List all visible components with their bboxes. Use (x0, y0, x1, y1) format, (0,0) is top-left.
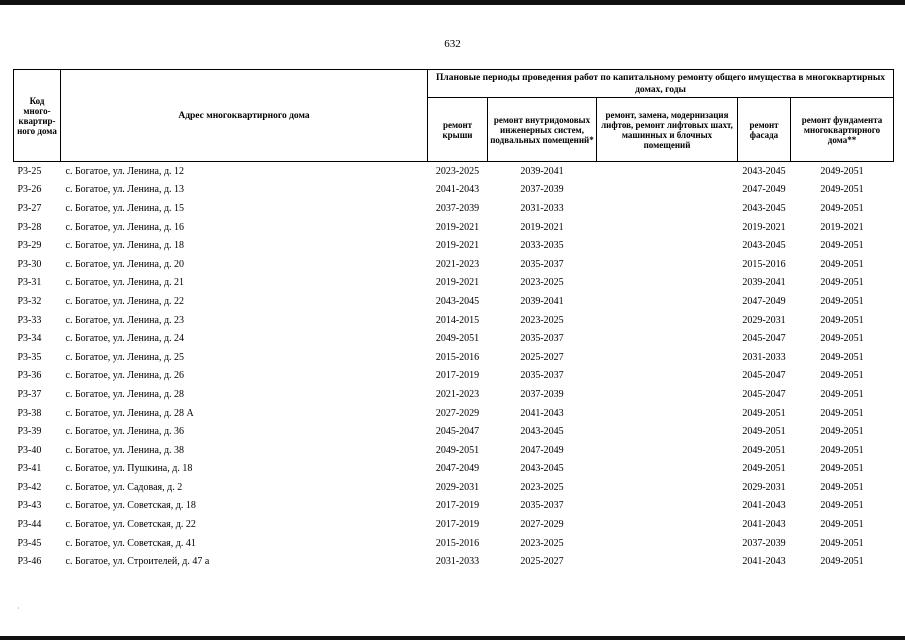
cell-foundation: 2049-2051 (820, 556, 864, 568)
cell-internal-systems: 2035-2037 (520, 258, 564, 270)
cell-internal-systems: 2039-2041 (520, 165, 564, 177)
cell-code: Р3-30 (17, 258, 42, 270)
cell-foundation: 2049-2051 (820, 184, 864, 196)
header-facade: ремонт фасада (738, 98, 791, 162)
page-top-border (0, 0, 905, 5)
repair-schedule-table (13, 69, 894, 571)
cell-address: с. Богатое, ул. Ленина, д. 18 (65, 240, 185, 252)
cell-address: с. Богатое, ул. Садовая, д. 2 (65, 481, 183, 493)
table-row (14, 236, 894, 255)
cell-foundation: 2049-2051 (820, 240, 864, 252)
cell-roof: 2041-2043 (435, 184, 480, 196)
table-row (14, 255, 894, 274)
cell-internal-systems: 2023-2025 (520, 314, 564, 326)
cell-address: с. Богатое, ул. Ленина, д. 21 (65, 277, 185, 289)
cell-code: Р3-45 (17, 537, 42, 549)
table-row (14, 329, 894, 348)
cell-facade: 2029-2031 (742, 314, 786, 326)
cell-code: Р3-40 (17, 444, 42, 456)
cell-internal-systems: 2033-2035 (520, 240, 564, 252)
cell-internal-systems: 2037-2039 (520, 388, 564, 400)
header-lifts: ремонт, замена, модернизация лифтов, ремонт лифтовых шахт, машинных и блочных помещений (597, 98, 738, 162)
cell-code: Р3-44 (17, 519, 42, 531)
cell-code: Р3-41 (17, 463, 42, 475)
table-row (14, 348, 894, 367)
cell-lifts (597, 460, 738, 479)
cell-internal-systems: 2039-2041 (520, 295, 564, 307)
cell-foundation: 2049-2051 (820, 351, 864, 363)
cell-address: с. Богатое, ул. Советская, д. 22 (65, 519, 196, 531)
cell-internal-systems: 2025-2027 (520, 351, 564, 363)
cell-lifts (597, 441, 738, 460)
cell-lifts (597, 218, 738, 237)
cell-address: с. Богатое, ул. Ленина, д. 15 (65, 202, 185, 214)
cell-foundation: 2049-2051 (820, 481, 864, 493)
cell-internal-systems: 2019-2021 (520, 221, 564, 233)
table-row (14, 199, 894, 218)
cell-lifts (597, 329, 738, 348)
cell-lifts (597, 497, 738, 516)
cell-lifts (597, 534, 738, 553)
cell-internal-systems: 2041-2043 (520, 407, 564, 419)
cell-facade: 2031-2033 (742, 351, 786, 363)
cell-roof: 2049-2051 (435, 444, 480, 456)
table-row (14, 162, 894, 181)
cell-facade: 2029-2031 (742, 481, 786, 493)
cell-code: Р3-42 (17, 481, 42, 493)
cell-facade: 2039-2041 (742, 277, 786, 289)
cell-internal-systems: 2035-2037 (520, 500, 564, 512)
header-foundation: ремонт фундамента многоквартирного дома** (791, 98, 894, 162)
cell-foundation: 2049-2051 (820, 370, 864, 382)
cell-address: с. Богатое, ул. Ленина, д. 25 (65, 351, 185, 363)
cell-address: с. Богатое, ул. Советская, д. 18 (65, 500, 196, 512)
cell-facade: 2019-2021 (742, 221, 786, 233)
cell-foundation: 2049-2051 (820, 407, 864, 419)
cell-foundation: 2049-2051 (820, 165, 864, 177)
cell-foundation: 2049-2051 (820, 519, 864, 531)
cell-internal-systems: 2047-2049 (520, 444, 564, 456)
table-row (14, 311, 894, 330)
cell-foundation: 2049-2051 (820, 202, 864, 214)
cell-internal-systems: 2023-2025 (520, 537, 564, 549)
cell-lifts (597, 255, 738, 274)
table-row (14, 460, 894, 479)
table-row (14, 181, 894, 200)
cell-facade: 2049-2051 (742, 463, 786, 475)
cell-roof: 2021-2023 (435, 258, 480, 270)
table-row (14, 497, 894, 516)
table-row (14, 515, 894, 534)
cell-roof: 2047-2049 (435, 463, 480, 475)
cell-address: с. Богатое, ул. Ленина, д. 16 (65, 221, 185, 233)
cell-code: Р3-33 (17, 314, 42, 326)
cell-facade: 2043-2045 (742, 165, 786, 177)
cell-facade: 2049-2051 (742, 426, 786, 438)
cell-lifts (597, 274, 738, 293)
cell-code: Р3-31 (17, 277, 42, 289)
cell-code: Р3-43 (17, 500, 42, 512)
cell-foundation: 2049-2051 (820, 258, 864, 270)
cell-foundation: 2049-2051 (820, 277, 864, 289)
cell-code: Р3-32 (17, 295, 42, 307)
cell-code: Р3-34 (17, 333, 42, 345)
cell-code: Р3-38 (17, 407, 42, 419)
cell-roof: 2014-2015 (435, 314, 480, 326)
table-row (14, 274, 894, 293)
cell-roof: 2017-2019 (435, 370, 480, 382)
cell-roof: 2043-2045 (435, 295, 480, 307)
table-row (14, 367, 894, 386)
cell-foundation: 2049-2051 (820, 388, 864, 400)
table-row (14, 552, 894, 571)
cell-roof: 2027-2029 (435, 407, 480, 419)
cell-roof: 2037-2039 (435, 202, 480, 214)
cell-roof: 2045-2047 (435, 426, 480, 438)
cell-internal-systems: 2043-2045 (520, 463, 564, 475)
cell-lifts (597, 552, 738, 571)
header-internal-systems: ремонт внутридомовых инженерных систем, подвальных помещений* (488, 98, 597, 162)
cell-address: с. Богатое, ул. Советская, д. 41 (65, 537, 196, 549)
cell-internal-systems: 2027-2029 (520, 519, 564, 531)
cell-facade: 2015-2016 (742, 258, 786, 270)
cell-roof: 2017-2019 (435, 500, 480, 512)
cell-code: Р3-37 (17, 388, 42, 400)
cell-address: с. Богатое, ул. Ленина, д. 38 (65, 444, 185, 456)
cell-address: с. Богатое, ул. Строителей, д. 47 а (65, 556, 210, 568)
cell-address: с. Богатое, ул. Ленина, д. 26 (65, 370, 185, 382)
cell-facade: 2041-2043 (742, 500, 786, 512)
cell-code: Р3-28 (17, 221, 42, 233)
cell-facade: 2049-2051 (742, 444, 786, 456)
cell-foundation: 2049-2051 (820, 426, 864, 438)
cell-internal-systems: 2043-2045 (520, 426, 564, 438)
cell-facade: 2041-2043 (742, 519, 786, 531)
cell-code: Р3-35 (17, 351, 42, 363)
cell-address: с. Богатое, ул. Ленина, д. 13 (65, 184, 185, 196)
cell-facade: 2049-2051 (742, 407, 786, 419)
cell-lifts (597, 348, 738, 367)
cell-lifts (597, 422, 738, 441)
cell-roof: 2023-2025 (435, 165, 480, 177)
cell-lifts (597, 181, 738, 200)
header-code: Код много-квартир-ного дома (14, 70, 61, 162)
table-row (14, 478, 894, 497)
cell-facade: 2043-2045 (742, 202, 786, 214)
table-row (14, 218, 894, 237)
cell-roof: 2031-2033 (435, 556, 480, 568)
cell-address: с. Богатое, ул. Ленина, д. 20 (65, 258, 185, 270)
cell-lifts (597, 311, 738, 330)
cell-code: Р3-26 (17, 184, 42, 196)
cell-internal-systems: 2035-2037 (520, 370, 564, 382)
cell-internal-systems: 2031-2033 (520, 202, 564, 214)
table-row (14, 385, 894, 404)
table-row (14, 292, 894, 311)
cell-internal-systems: 2037-2039 (520, 184, 564, 196)
table-body (14, 162, 894, 572)
cell-facade: 2047-2049 (742, 184, 786, 196)
cell-roof: 2019-2021 (435, 240, 480, 252)
cell-facade: 2045-2047 (742, 333, 786, 345)
cell-internal-systems: 2025-2027 (520, 556, 564, 568)
cell-code: Р3-25 (17, 165, 42, 177)
cell-lifts (597, 236, 738, 255)
cell-facade: 2045-2047 (742, 388, 786, 400)
page-number: 632 (444, 38, 461, 50)
cell-foundation: 2049-2051 (820, 537, 864, 549)
cell-lifts (597, 199, 738, 218)
cell-roof: 2049-2051 (435, 333, 480, 345)
cell-foundation: 2049-2051 (820, 463, 864, 475)
cell-roof: 2015-2016 (435, 351, 480, 363)
cell-roof: 2015-2016 (435, 537, 480, 549)
page-bottom-border (0, 636, 905, 640)
cell-lifts (597, 162, 738, 181)
cell-address: с. Богатое, ул. Ленина, д. 23 (65, 314, 185, 326)
cell-code: Р3-27 (17, 202, 42, 214)
cell-foundation: 2049-2051 (820, 295, 864, 307)
cell-lifts (597, 292, 738, 311)
cell-facade: 2041-2043 (742, 556, 786, 568)
cell-address: с. Богатое, ул. Ленина, д. 36 (65, 426, 185, 438)
cell-lifts (597, 515, 738, 534)
cell-address: с. Богатое, ул. Ленина, д. 22 (65, 295, 185, 307)
cell-lifts (597, 385, 738, 404)
cell-foundation: 2049-2051 (820, 444, 864, 456)
scan-speck: · (17, 604, 20, 613)
header-planned-periods: Плановые периоды проведения работ по капитальному ремонту общего имущества в многоквартирных домах, годы (428, 70, 894, 98)
cell-roof: 2029-2031 (435, 481, 480, 493)
cell-foundation: 2049-2051 (820, 314, 864, 326)
cell-facade: 2047-2049 (742, 295, 786, 307)
cell-code: Р3-36 (17, 370, 42, 382)
cell-roof: 2019-2021 (435, 221, 480, 233)
cell-address: с. Богатое, ул. Ленина, д. 12 (65, 165, 185, 177)
cell-facade: 2043-2045 (742, 240, 786, 252)
header-roof: ремонт крыши (428, 98, 488, 162)
cell-foundation: 2049-2051 (820, 333, 864, 345)
cell-address: с. Богатое, ул. Ленина, д. 24 (65, 333, 185, 345)
cell-code: Р3-46 (17, 556, 42, 568)
table-row (14, 534, 894, 553)
table-row (14, 441, 894, 460)
cell-foundation: 2049-2051 (820, 500, 864, 512)
table-row (14, 404, 894, 423)
cell-roof: 2021-2023 (435, 388, 480, 400)
cell-foundation: 2019-2021 (820, 221, 864, 233)
cell-internal-systems: 2023-2025 (520, 481, 564, 493)
cell-internal-systems: 2035-2037 (520, 333, 564, 345)
cell-facade: 2045-2047 (742, 370, 786, 382)
cell-address: с. Богатое, ул. Ленина, д. 28 (65, 388, 185, 400)
header-address: Адрес многоквартирного дома (61, 70, 428, 162)
table-row (14, 422, 894, 441)
cell-lifts (597, 478, 738, 497)
cell-lifts (597, 367, 738, 386)
cell-roof: 2019-2021 (435, 277, 480, 289)
cell-address: с. Богатое, ул. Ленина, д. 28 А (65, 407, 194, 419)
cell-address: с. Богатое, ул. Пушкина, д. 18 (65, 463, 193, 475)
cell-internal-systems: 2023-2025 (520, 277, 564, 289)
cell-code: Р3-39 (17, 426, 42, 438)
cell-facade: 2037-2039 (742, 537, 786, 549)
cell-roof: 2017-2019 (435, 519, 480, 531)
cell-lifts (597, 404, 738, 423)
cell-code: Р3-29 (17, 240, 42, 252)
